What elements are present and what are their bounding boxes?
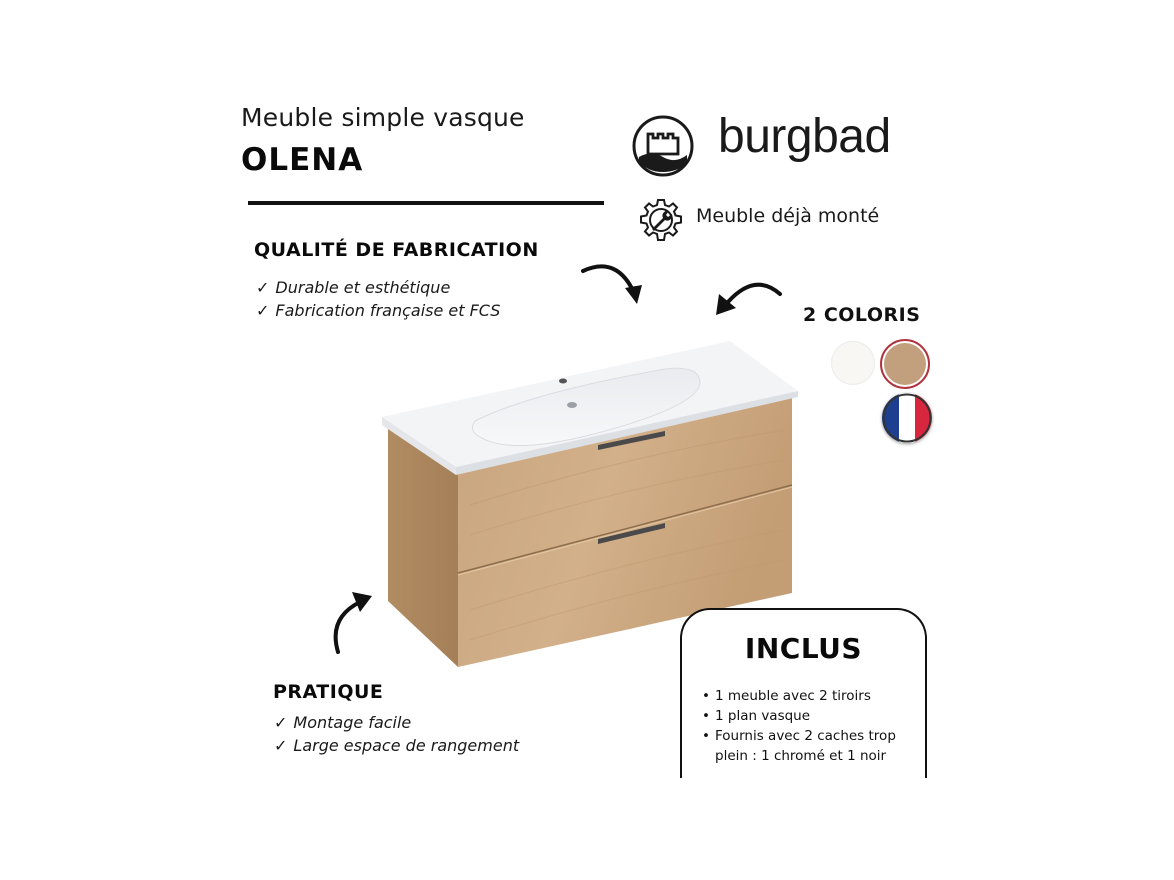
- check-icon: ✓: [256, 301, 270, 320]
- practical-list: [274, 711, 519, 757]
- list-item: • 1 plan vasque: [700, 706, 918, 726]
- color-swatch-white[interactable]: [831, 341, 875, 385]
- quality-heading: QUALITÉ DE FABRICATION: [254, 239, 539, 261]
- france-flag-icon: [882, 393, 932, 443]
- included-heading: INCLUS: [744, 632, 863, 665]
- list-item-text: Montage facile: [293, 713, 412, 732]
- curved-arrow-icon: [326, 588, 376, 658]
- practical-heading: PRATIQUE: [273, 681, 384, 703]
- curved-arrow-icon: [578, 255, 648, 310]
- list-item-text: Large espace de rangement: [293, 736, 520, 755]
- color-swatch-oak[interactable]: [880, 339, 930, 389]
- product-title: OLENA: [241, 142, 364, 178]
- assembled-label: Meuble déjà monté: [696, 205, 880, 227]
- included-list: [700, 686, 918, 766]
- product-subtitle: Meuble simple vasque: [241, 103, 525, 132]
- list-item: [274, 734, 519, 757]
- castle-icon: [631, 114, 695, 178]
- quality-list: [256, 276, 500, 322]
- list-item: [274, 711, 519, 734]
- check-icon: ✓: [274, 736, 288, 755]
- title-divider: [248, 201, 604, 205]
- list-item: [256, 299, 500, 322]
- list-item-text: Fabrication française et FCS: [275, 301, 501, 320]
- curved-arrow-icon: [710, 272, 786, 320]
- check-icon: ✓: [274, 713, 288, 732]
- list-item: • Fournis avec 2 caches trop plein : 1 chromé et 1 noir: [700, 726, 918, 766]
- check-icon: ✓: [256, 278, 270, 297]
- list-item-text: Durable et esthétique: [275, 278, 451, 297]
- gear-wrench-icon: [637, 196, 685, 244]
- list-item: [256, 276, 500, 299]
- brand-name: burgbad: [718, 110, 891, 163]
- colors-heading: 2 COLORIS: [803, 304, 921, 326]
- list-item: • 1 meuble avec 2 tiroirs: [700, 686, 918, 706]
